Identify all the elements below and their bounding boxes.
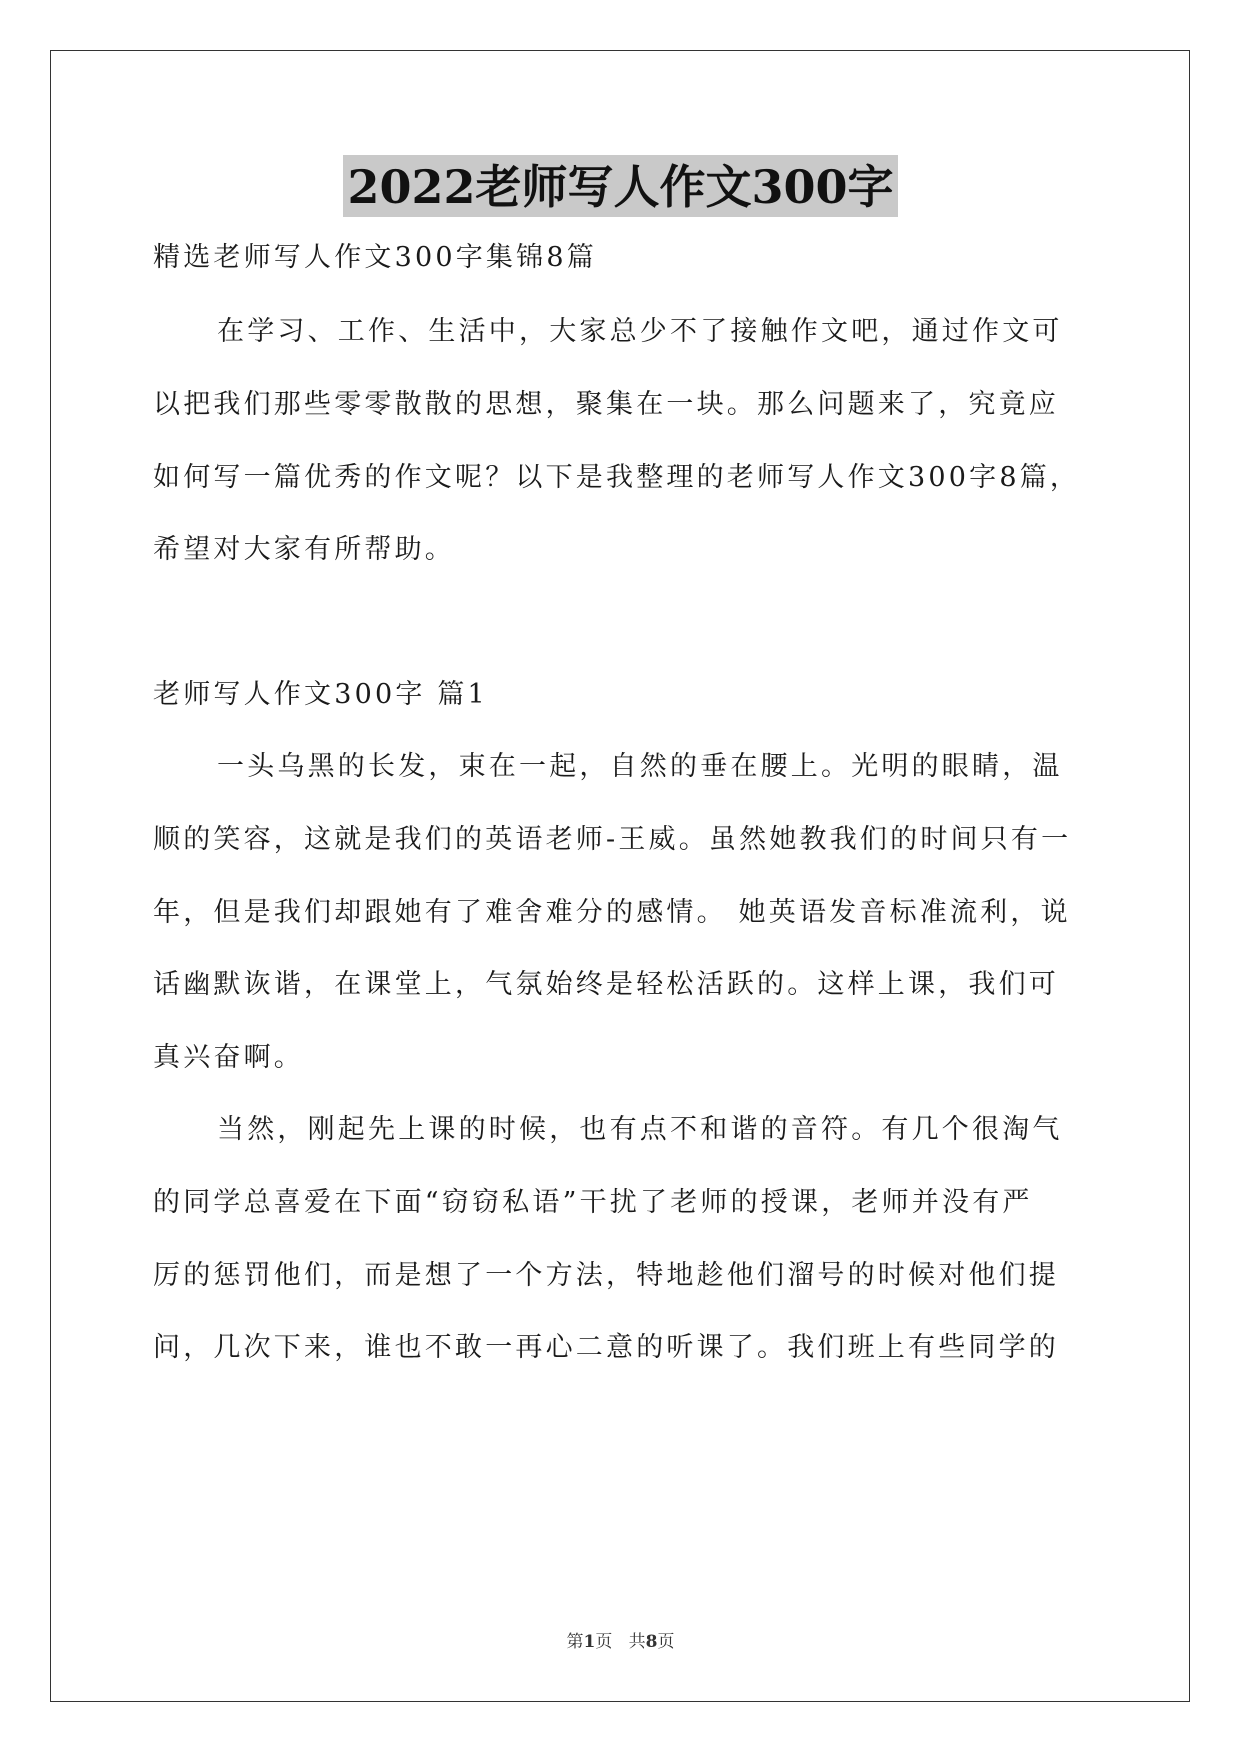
intro-line: 以把我们那些零零散散的思想，聚集在一块。那么问题来了，究竟应	[153, 389, 1059, 420]
intro-line: 希望对大家有所帮助。	[153, 534, 455, 565]
intro-line: 如何写一篇优秀的作文呢？以下是我整理的老师写人作文300字8篇，	[153, 462, 1081, 493]
paragraph-line: 的同学总喜爱在下面“窃窃私语”干扰了老师的授课，老师并没有严	[153, 1187, 1033, 1218]
document-title: 2022老师写人作文300字	[343, 155, 897, 217]
paragraph-line: 顺的笑容，这就是我们的英语老师-王威。虽然她教我们的时间只有一	[153, 824, 1072, 855]
paragraph-line: 当然，刚起先上课的时候，也有点不和谐的音符。有几个很淘气	[217, 1114, 1063, 1145]
page-suffix: 页	[657, 1632, 675, 1652]
page-border	[50, 50, 1190, 1702]
paragraph-line: 问，几次下来，谁也不敢一再心二意的听课了。我们班上有些同学的	[153, 1332, 1059, 1363]
page-footer	[0, 1630, 1241, 1654]
current-page-number: 1	[583, 1632, 596, 1652]
paragraph-line: 年，但是我们却跟她有了难舍难分的感情。 她英语发音标准流利，说	[153, 897, 1071, 928]
page-prefix: 第	[566, 1632, 584, 1652]
total-page-number: 8	[645, 1632, 658, 1652]
intro-line: 在学习、工作、生活中，大家总少不了接触作文吧，通过作文可	[217, 316, 1063, 347]
paragraph-line: 厉的惩罚他们，而是想了一个方法，特地趁他们溜号的时候对他们提	[153, 1260, 1059, 1291]
paragraph-line: 话幽默诙谐，在课堂上，气氛始终是轻松活跃的。这样上课，我们可	[153, 969, 1059, 1000]
page-mid-text: 页 共	[595, 1632, 646, 1652]
paragraph-line: 一头乌黑的长发，束在一起，自然的垂在腰上。光明的眼睛，温	[217, 751, 1063, 782]
section-heading: 老师写人作文300字 篇1	[153, 679, 488, 710]
subtitle: 精选老师写人作文300字集锦8篇	[153, 242, 597, 273]
title-container	[0, 155, 1241, 217]
paragraph-line: 真兴奋啊。	[153, 1042, 304, 1073]
